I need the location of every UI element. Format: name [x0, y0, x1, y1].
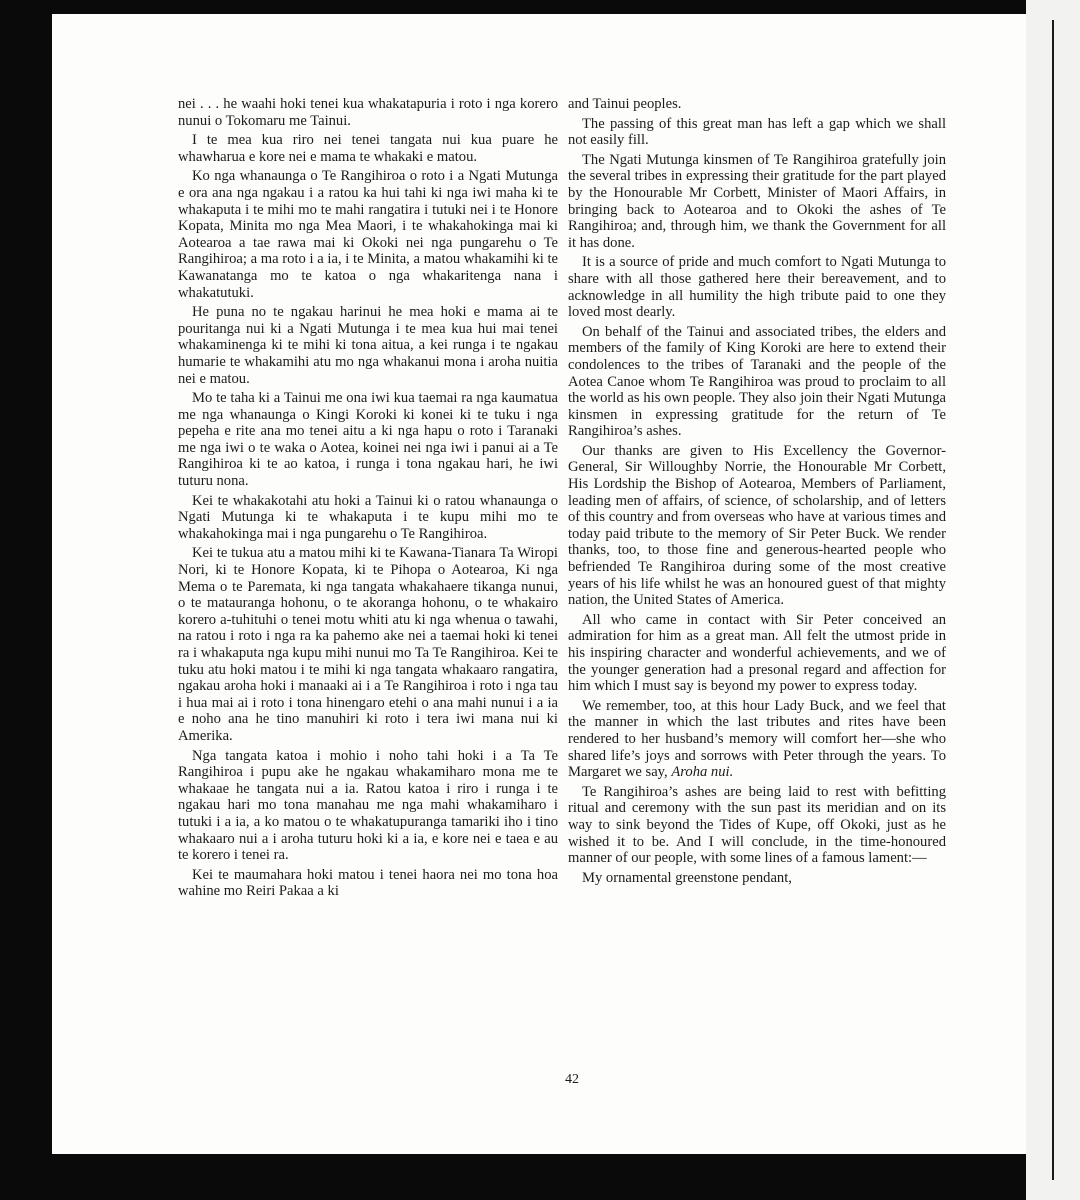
paragraph: The passing of this great man has left a gap which we shall not easily fill. — [568, 115, 946, 149]
paragraph: Kei te maumahara hoki matou i tenei haora nei mo tona hoa wahine mo Reiri Pakaa a ki — [178, 866, 558, 900]
paragraph: Nga tangata katoa i mohio i noho tahi hoki i a Ta Te Rangihiroa i pupu ake he ngakau whakamiharo mona me te whakaae he tangata nui a ia. Ratou katoa i riro i runga i te ngakau hari mo tona manahau me nga mahi whakamiharo i tutuki i a ia, a ko matou o te whakatupuranga tamariki iho i tino whakaaro nui a i aroha tuturu hoki ki a ia, e kore nei e taea e au te korero i tenei ra. — [178, 747, 558, 864]
paragraph: The Ngati Mutunga kinsmen of Te Rangihiroa gratefully join the several tribes in expressing their gratitude for the part played by the Honourable Mr Corbett, Minister of Maori Affairs, in bringing back to Aotearoa and to Okoki the ashes of Te Rangihiroa; and, through him, we thank the Government for all it has done. — [568, 151, 946, 251]
paragraph-text: We remember, too, at this hour Lady Buck, and we feel that the manner in which the last tributes and rites have been rendered to her husband’s memory will comfort her—she who shared life’s joys and sorrows with Peter through the years. To Margaret we say, — [568, 697, 946, 781]
paragraph — [568, 698, 946, 781]
binding-line — [1052, 20, 1054, 1180]
verse-line: My ornamental greenstone pendant, — [582, 869, 792, 886]
paragraph: Our thanks are given to His Excellency the Governor-General, Sir Willoughby Norrie, the Honourable Mr Corbett, His Lordship the Bishop of Aotearoa, Members of Parliament, leading men of affairs, of science, of scholarship, and of letters of this country and from overseas who have at various times and today paid tribute to the memory of Sir Peter Buck. We render thanks, too, to those fine and generous-hearted people who befriended Te Rangihiroa during some of the most creative years of his life whilst he was an honoured guest of that mighty nation, the United States of America. — [568, 442, 946, 609]
right-column — [568, 96, 946, 889]
scan-edge-strip — [1026, 0, 1080, 1200]
paragraph: He puna no te ngakau harinui he mea hoki e mama ai te pouritanga nui ki a Ngati Mutunga i te mea kua hui mai tenei whakaminenga ki te mihi ki tona aitua, a kei runga i te ngakau humarie te whakamihi atu mo nga whakanui mona i aroha nuitia nei e matou. — [178, 304, 558, 387]
paragraph: On behalf of the Tainui and associated tribes, the elders and members of the family of King Koroki are here to extend their condolences to the tribes of Taranaki and the people of the Aotea Canoe whom Te Rangihiroa was proud to proclaim to all the world as his own people. They also join their Ngati Mutunga kinsmen in expressing gratitude for the return of Te Rangihiroa’s ashes. — [568, 323, 946, 440]
paragraph: Mo te taha ki a Tainui me ona iwi kua taemai ra nga kaumatua me nga whanaunga o Kingi Koroki ki konei ki te tuku i nga pepeha e rite ana mo tenei aitu a ki nga hapu o roto i Taranaki me nga iwi o te waka o Aotea, koinei nei nga iwi i panui ai a Te Rangihiroa ki te ao katoa, i runga i tona ngakau hari, he iwi tuturu nona. — [178, 390, 558, 490]
paragraph: nei . . . he waahi hoki tenei kua whakatapuria i roto i nga korero nunui o Tokomaru me Tainui. — [178, 96, 558, 129]
paragraph: Ko nga whanaunga o Te Rangihiroa o roto i a Ngati Mutunga e ora ana nga ngakau i a ratou ka hui tahi ki nga iwi maha ki te whakaputa i te mihi mo te mahi rangatira i tutuki nei i te Honore Kopata, Minita mo nga Mea Maori, i te whakahokinga mai ki Aotearoa a tae rawa mai ki Okoki nei nga pungarehu o Te Rangihiroa; a ma roto i a ia, i te Minita, a matou whakamihi ki te Kawanatanga mo te katoa o nga whakaritenga nana i whakatutuki. — [178, 168, 558, 301]
paragraph: Kei te whakakotahi atu hoki a Tainui ki o ratou whanaunga o Ngati Mutunga ki te whakaputa i te kupu mihi mo te whakahokinga mai i nga pungarehu o Te Rangihiroa. — [178, 492, 558, 542]
paragraph: Kei te tukua atu a matou mihi ki te Kawana-Tianara Ta Wiropi Nori, ki te Honore Kopata, ki te Pihopa o Aotearoa, Ki nga Mema o te Paremata, ki nga tangata whakahaere tikanga nunui, o te matauranga hohonu, o te akoranga hohonu, o te whakairo korero a-tuhituhi o tenei motu whiti atu ki nga whenua o tawahi, na ratou i roto i nga ra ka pahemo ake nei a taemai hoki ki tenei ra i whakaputa nga kupu mihi nunui mo Ta Te Rangihiroa. Kei te tuku atu hoki matou i te mihi ki nga tangata whakaaro rangatira, ngakau aroha hoki i manaaki ai i a Te Rangihiroa i roto i nga tau i hua mai ai i roto i tona hinengaro etehi o ana mahi nunui i a ia e noho ana he tino manuhiri ki roto i tera iwi mana nui ki Amerika. — [178, 545, 558, 744]
document-page — [52, 14, 1026, 1154]
paragraph: All who came in contact with Sir Peter conceived an admiration for him as a great man. All felt the utmost pride in his inspiring character and wonderful achievements, and we of the younger generation had a presonal regard and affection for him which I must say is beyond my power to express today. — [568, 611, 946, 695]
left-column — [178, 96, 558, 903]
paragraph: I te mea kua riro nei tenei tangata nui kua puare he whawharua e kore nei e mama te whakaki e matou. — [178, 132, 558, 165]
paragraph: and Tainui peoples. — [568, 96, 682, 112]
italic-phrase: Aroha nui. — [671, 764, 734, 781]
paragraph: It is a source of pride and much comfort to Ngati Mutunga to share with all those gathered here their bereavement, and to acknowledge in all humility the high tribute paid to one they loved most dearly. — [568, 254, 946, 321]
page-number: 42 — [565, 1072, 579, 1087]
paragraph: Te Rangihiroa’s ashes are being laid to rest with befitting ritual and ceremony with the sun past its meridian and on its way to sink beyond the Tides of Kupe, off Okoki, just as he wished it to be. And I will conclude, in the time-honoured manner of our people, with some lines of a famous lament:— — [568, 783, 946, 867]
